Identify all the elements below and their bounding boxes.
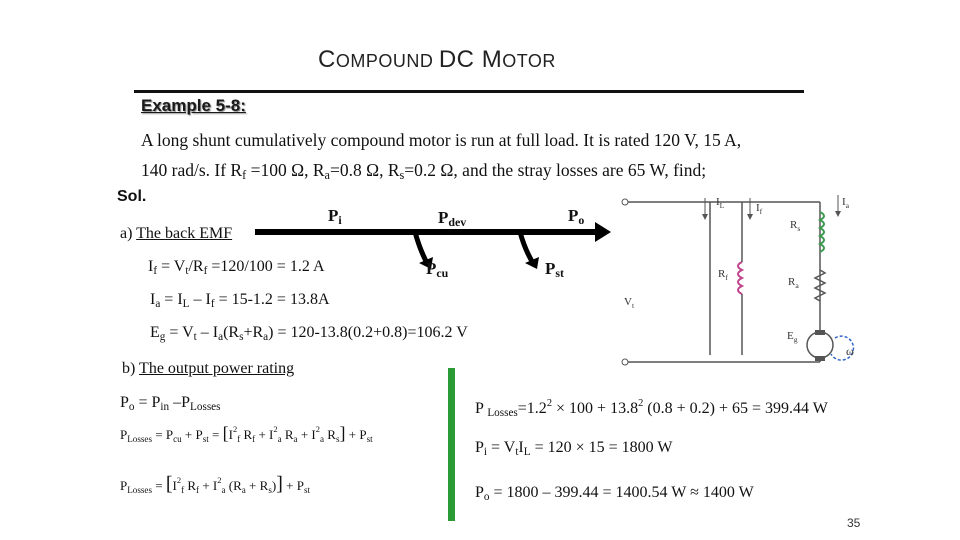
eq-input-power: $P_i = V_tI_L = 120 \times 15 = 1800$ W bbox=[475, 439, 673, 458]
eq-armature-current: $I_a = I_L - I_f = 15-1.2 = 13.8A$ bbox=[150, 291, 330, 310]
eq-losses-expanded: $P_{Losses} = P_{cu} + P_{st} = [I^2_f$ $R_f + I^2_a$ $R_a + I^2_a$ $R_s] + P_{st}$ bbox=[120, 423, 373, 444]
part-a-heading: a) The back EMF bbox=[120, 225, 233, 242]
power-flow-arrowhead bbox=[595, 222, 611, 242]
compound-motor-circuit bbox=[610, 190, 860, 370]
part-b-heading: b) The output power rating bbox=[122, 360, 295, 377]
ia-label: $I_a$ bbox=[842, 196, 850, 210]
vt-label: $V_t$ bbox=[624, 296, 635, 310]
solution-label: Sol. bbox=[117, 188, 147, 205]
slide-title: COMPOUND DC MOTOR bbox=[318, 46, 556, 73]
pdev-label: $P_{dev}$ bbox=[438, 208, 467, 229]
stray-loss-branch bbox=[520, 232, 533, 263]
eq-output-power-result: $P_o = 1800 - 399.44 = 1400.54$ W ≈ 1400 W bbox=[475, 484, 754, 503]
eq-losses-numeric: P $_{Losses}=1.2^2 \times 100 + 13.8^2$ (0.8 + 0.2) + 65 = 399.44 W bbox=[475, 398, 828, 419]
eq-field-current: $I_f = V_t/R_f =120/100 = 1.2$ A bbox=[148, 258, 325, 277]
rs-label: $R_s$ bbox=[790, 219, 801, 233]
problem-line-2: 140 rad/s. If $R_f =100$ Ω, $R_a=0.8$ Ω, $R_s=0.2$ Ω, and the stray losses are 65 W, find; bbox=[141, 160, 707, 182]
example-label: Example 5-8: bbox=[141, 96, 246, 115]
armature-symbol bbox=[807, 332, 833, 358]
eq-back-emf: $E_g = V_t - I_a(R_s+R_a) = 120-13.8(0.2+0.8)=106.2$ V bbox=[150, 324, 468, 343]
top-terminal bbox=[622, 199, 628, 205]
eq-output-power: $P_o = P_{in}$ $-P_{Losses}$ bbox=[120, 394, 221, 413]
ra-label: $R_a$ bbox=[788, 276, 799, 290]
pst-label: $P_{st}$ bbox=[545, 259, 564, 280]
if-label: $I_f$ bbox=[756, 202, 763, 216]
title-underline-rule bbox=[134, 90, 804, 93]
il-label: $I_L$ bbox=[716, 196, 725, 210]
rf-label: $R_f$ bbox=[718, 268, 728, 282]
shunt-field-coil bbox=[738, 262, 742, 294]
problem-line-1: A long shunt cumulatively compound motor is run at full load. It is rated 120 V, 15 A, bbox=[141, 130, 742, 150]
green-divider-bar bbox=[448, 368, 455, 521]
bottom-terminal bbox=[622, 359, 628, 365]
po-label: $P_o$ bbox=[568, 206, 585, 227]
omega-label: ω bbox=[846, 344, 854, 358]
eg-label: $E_g$ bbox=[787, 330, 798, 344]
eq-losses-factored: $P_{Losses} = [I^2_f$ $R_f + I^2_a$ $(R_a + R_s)] + P_{st}$ bbox=[120, 473, 311, 495]
pi-label: $P_i$ bbox=[328, 206, 342, 227]
page-number: 35 bbox=[847, 516, 861, 530]
pcu-label: $P_{cu}$ bbox=[426, 259, 449, 280]
